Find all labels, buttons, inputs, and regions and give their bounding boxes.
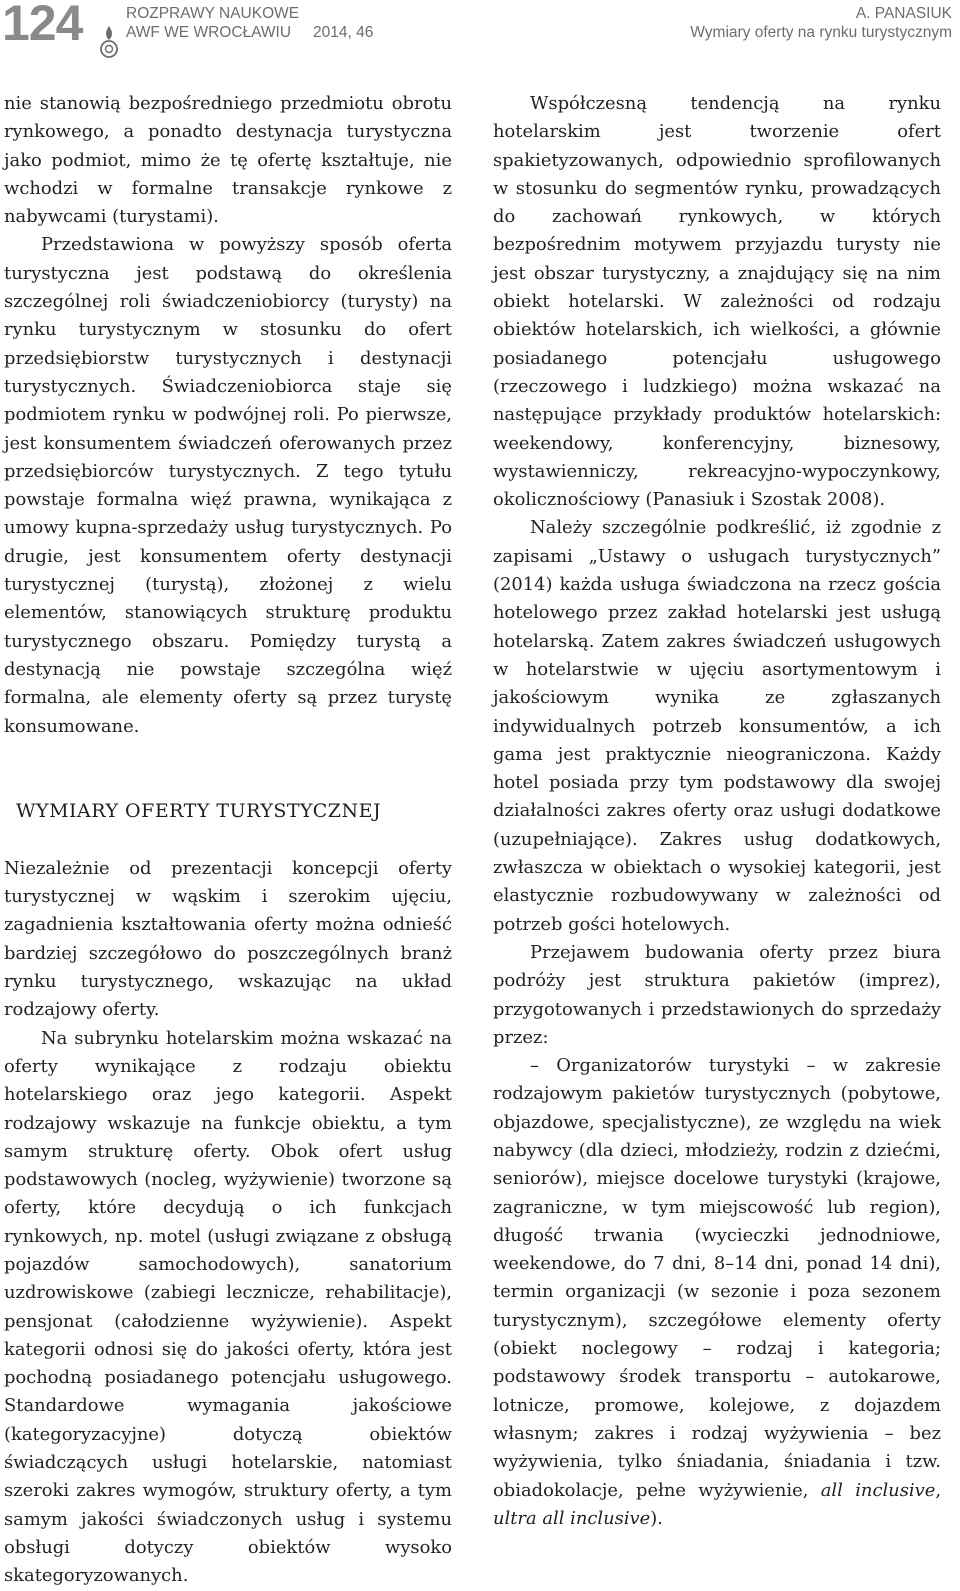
page-number: 124: [2, 0, 83, 51]
page-header: [0, 0, 960, 60]
journal-line-2: [126, 23, 373, 42]
paragraph-list-item: [493, 1052, 941, 1533]
right-column: [493, 90, 941, 1533]
italic-term: all inclusive: [820, 1479, 936, 1501]
paragraph: Współczesną tendencją na rynku hotelarskim jest tworzenie ofert spakietyzowanych, odpowiednio sprofilowanych w stosunku do segmentów rynku, prowadzących do zachowań rynkowych, w których bezpośrednim motywem przyjazdu turysty nie jest obszar turystyczny, a znajdujący się na nim obiekt hotelarski. W zależności od rodzaju obiektów hotelarskich, ich wielkości, a głównie posiadanego potencjału usługowego (rzeczowego i ludzkiego) można wskazać na następujące przykłady produktów hotelarskich: weekendowy, konferencyjny, biznesowy, wystawienniczy, rekreacyjno-wypoczynkowy, okolicznościowy (Panasiuk i Szostak 2008).: [493, 93, 941, 511]
left-column: [4, 90, 452, 1591]
paragraph: Niezależnie od prezentacji koncepcji oferty turystycznej w wąskim i szerokim ujęciu, zagadnienia kształtowania oferty można odnieść bardziej szczegółowo do poszczególnych branż rynku turystycznego, wskazując na układ rodzajowy oferty.: [4, 857, 452, 1021]
article-title: Wymiary oferty na rynku turystycznym: [690, 24, 952, 41]
paragraph: nie stanowią bezpośredniego przedmiotu obrotu rynkowego, a ponadto destynacja turystyczna jako podmiot, mimo że tę ofertę kształtuje, nie wchodzi w formalne transakcje rynkowe z nabywcami (turystami).: [4, 93, 452, 228]
paragraph: Należy szczególnie podkreślić, iż zgodnie z zapisami „Ustawy o usługach turystycznych” (2014) każda usługa świadczona na rzecz gościa hotelowego przez zakład hotelarski jest usługą hotelarską. Zatem zakres świadczeń usługowych w hotelarstwie w ujęciu asortymentowym i jakościowym wynika ze zgłaszanych indywidualnych potrzeb konsumentów, a ich gama jest praktycznie nieograniczona. Każdy hotel posiada przy tym podstawowy dla swojej działalności zakres oferty oraz usługi dodatkowe (uzupełniające). Zakres usług dodatkowych, zwłaszcza w obiektach o wysokiej kategorii, jest elastycznie rozbudowywany w zależności od potrzeb gości hotelowych.: [493, 517, 941, 935]
journal-logo-icon: [98, 24, 120, 58]
journal-line-1: ROZPRAWY NAUKOWE: [126, 5, 300, 22]
italic-term: ultra all inclusive: [493, 1507, 651, 1529]
separator: ,: [935, 1479, 941, 1501]
list-item-end: ).: [650, 1507, 663, 1529]
section-heading: WYMIARY OFERTY TURYSTYCZNEJ: [16, 799, 382, 822]
year-issue: 2014, 46: [313, 24, 374, 41]
journal-name: [126, 4, 373, 42]
list-item-text: – Organizatorów turystyki – w zakresie rodzajowym pakietów turystycznych (pobytowe, objazdowe, specjalistyczne), ze względu na wiek nabywcy (dla dzieci, młodzieży, rodzin z dziećmi, seniorów), miejsce docelowe turystyki (krajowe, zagraniczne, w tym miejscowość lub region), długość trwania (wycieczki jednodniowe, weekendowe, do 7 dni, 8–14 dni, ponad 14 dni), termin organizacji (w sezonie i poza sezonem turystycznym), szczegółowe elementy oferty (obiekt noclegowy – rodzaj i kategoria; podstawowy środek transportu – autokarowe, lotnicze, promowe, kolejowe, z dojazdem własnym; zakres i rodzaj wyżywienia – bez wyżywienia, tylko śniadania, śniadania i tzw. obiadokolacje, pełne wyżywienie,: [493, 1055, 941, 1501]
paragraph: Na subrynku hotelarskim można wskazać na oferty wynikające z rodzaju obiektu hotelarskiego oraz jego kategorii. Aspekt rodzajowy wskazuje na funkcje obiektu, a tym samym strukturę oferty. Obok ofert usług podstawowych (nocleg, wyżywienie) tworzone są oferty, które decydują o ich funkcjach rynkowych, np. motel (usługi związane z obsługą pojazdów samochodowych), sanatorium uzdrowiskowe (zabiegi lecznicze, rehabilitacje), pensjonat (całodzienne wyżywienie). Aspekt kategorii odnosi się do jakości oferty, która jest pochodną posiadanego potencjału usługowego. Standardowe wymagania jakościowe (kategoryzacyjne) dotyczą obiektów świadczących usługi hotelarskie, natomiast szeroki zakres wymogów, struktury oferty, a tym samym jakości świadczonych usług i systemu obsługi dotyczy obiektów wysoko skategoryzowanych.: [4, 1027, 452, 1587]
journal-institution: AWF WE WROCŁAWIU: [126, 24, 292, 41]
paragraph: Przejawem budowania oferty przez biura podróży jest struktura pakietów (imprez), przygotowanych i przedstawionych do sprzedaży przez:: [493, 941, 941, 1048]
author-name: A. PANASIUK: [855, 5, 952, 22]
running-head: [690, 4, 952, 42]
paragraph: Przedstawiona w powyższy sposób oferta turystyczna jest podstawą do określenia szczególnej roli świadczeniobiorcy (turysty) na rynku turystycznym w stosunku do ofert przedsiębiorstw turystycznych i destynacji turystycznych. Świadczeniobiorca staje się podmiotem rynku w podwójnej roli. Po pierwsze, jest konsumentem świadczeń oferowanych przez przedsiębiorców turystycznych. Z tego tytułu powstaje formalna więź prawna, wynikająca z umowy kupna-sprzedaży usług turystycznych. Po drugie, jest konsumentem oferty destynacji turystycznej (turystą), złożonej z wielu elementów, stanowiących strukturę produktu turystycznego obszaru. Pomiędzy turystą a destynacją nie powstaje szczególna więź formalna, ale elementy oferty są przez turystę konsumowane.: [4, 234, 452, 737]
